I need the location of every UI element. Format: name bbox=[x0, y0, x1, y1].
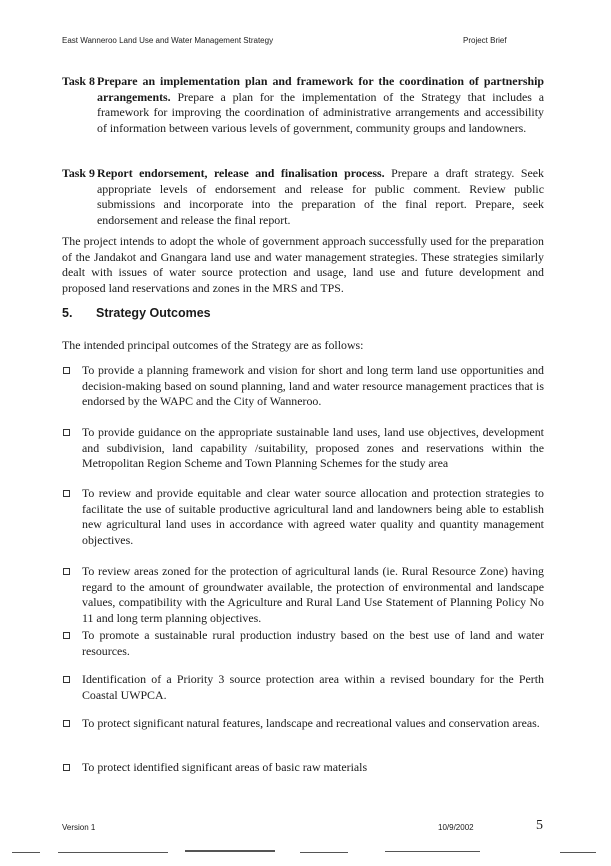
scan-artifact-line bbox=[58, 852, 168, 853]
task-text: Prepare a draft strategy. Seek appropriate levels of endorsement and release for public comment. Review public submissions and incorporate into the preparation of the final report. Prepare, seek endorsement and release the final report. bbox=[97, 166, 544, 227]
task-9 bbox=[62, 166, 544, 228]
task-text: Prepare a plan for the implementation of the Strategy that includes a framework for improving the coordination of administrative arrangements and accessibility of information between various levels of government, community groups and landowners. bbox=[97, 89, 544, 135]
list-item: To promote a sustainable rural production industry based on the best use of land and water resources. bbox=[62, 628, 544, 659]
list-item: To provide a planning framework and vision for short and long term land use opportunities and decision-making based on sound planning, land and water resource management practices that is endorsed by the WAPC and the City of Wanneroo. bbox=[62, 363, 544, 410]
footer-version: Version 1 bbox=[62, 823, 96, 832]
list-item: To protect identified significant areas of basic raw materials bbox=[62, 760, 544, 776]
page-number: 5 bbox=[536, 818, 543, 833]
task-8 bbox=[62, 74, 544, 136]
list-item: To review and provide equitable and clear water source allocation and protection strategies to facilitate the use of suitable productive agricultural land and landowners being able to establish new agricultural land uses in accordance with agreed water quality and quantity management objectives. bbox=[62, 486, 544, 548]
checkbox-bullet-icon bbox=[63, 720, 70, 727]
checkbox-bullet-icon bbox=[63, 429, 70, 436]
header-document-title: East Wanneroo Land Use and Water Management Strategy bbox=[62, 36, 274, 45]
task-lead: Report endorsement, release and finalisation process. bbox=[97, 166, 385, 180]
section-heading bbox=[62, 306, 211, 320]
scan-artifact-line bbox=[300, 852, 348, 853]
scan-artifact-line bbox=[185, 850, 275, 852]
approach-paragraph: The project intends to adopt the whole of government approach successfully used for the preparation of the Jandakot and Gnangara land use and water management strategies. These strategies similarly dealt with issues of water source protection and usage, land use and future development and proposed land reservations and zones in the MRS and TPS. bbox=[62, 234, 544, 295]
checkbox-bullet-icon bbox=[63, 568, 70, 575]
section-title: Strategy Outcomes bbox=[96, 306, 211, 320]
scan-artifact-line bbox=[560, 852, 596, 853]
list-item: To review areas zoned for the protection of agricultural lands (ie. Rural Resource Zone) having regard to the amount of groundwater available, the protection of environmental and landscape values, compatibility with the Agriculture and Rural Land Use Statement of Planning Policy No 11 and long term planning objectives. bbox=[62, 564, 544, 626]
task-lead: Prepare an implementation plan and framework for the coordination of partnership arrangements. bbox=[97, 74, 544, 104]
checkbox-bullet-icon bbox=[63, 764, 70, 771]
list-item: Identification of a Priority 3 source protection area within a revised boundary for the Perth Coastal UWPCA. bbox=[62, 672, 544, 703]
task-number: Task 9 bbox=[62, 166, 95, 180]
scan-artifact-line bbox=[385, 851, 480, 852]
footer-date: 10/9/2002 bbox=[438, 823, 474, 832]
checkbox-bullet-icon bbox=[63, 676, 70, 683]
checkbox-bullet-icon bbox=[63, 632, 70, 639]
checkbox-bullet-icon bbox=[63, 490, 70, 497]
outcomes-intro: The intended principal outcomes of the Strategy are as follows: bbox=[62, 338, 364, 352]
list-item: To provide guidance on the appropriate sustainable land uses, land use objectives, development and subdivision, land capability /suitability, proposed zones and reservations within the Metropolitan Region Scheme and Town Planning Schemes for the study area bbox=[62, 425, 544, 472]
checkbox-bullet-icon bbox=[63, 367, 70, 374]
scan-artifact-line bbox=[12, 852, 40, 853]
task-number: Task 8 bbox=[62, 74, 95, 88]
section-number: 5. bbox=[62, 306, 73, 320]
list-item: To protect significant natural features, landscape and recreational values and conservation areas. bbox=[62, 716, 544, 732]
header-document-type: Project Brief bbox=[463, 36, 507, 45]
